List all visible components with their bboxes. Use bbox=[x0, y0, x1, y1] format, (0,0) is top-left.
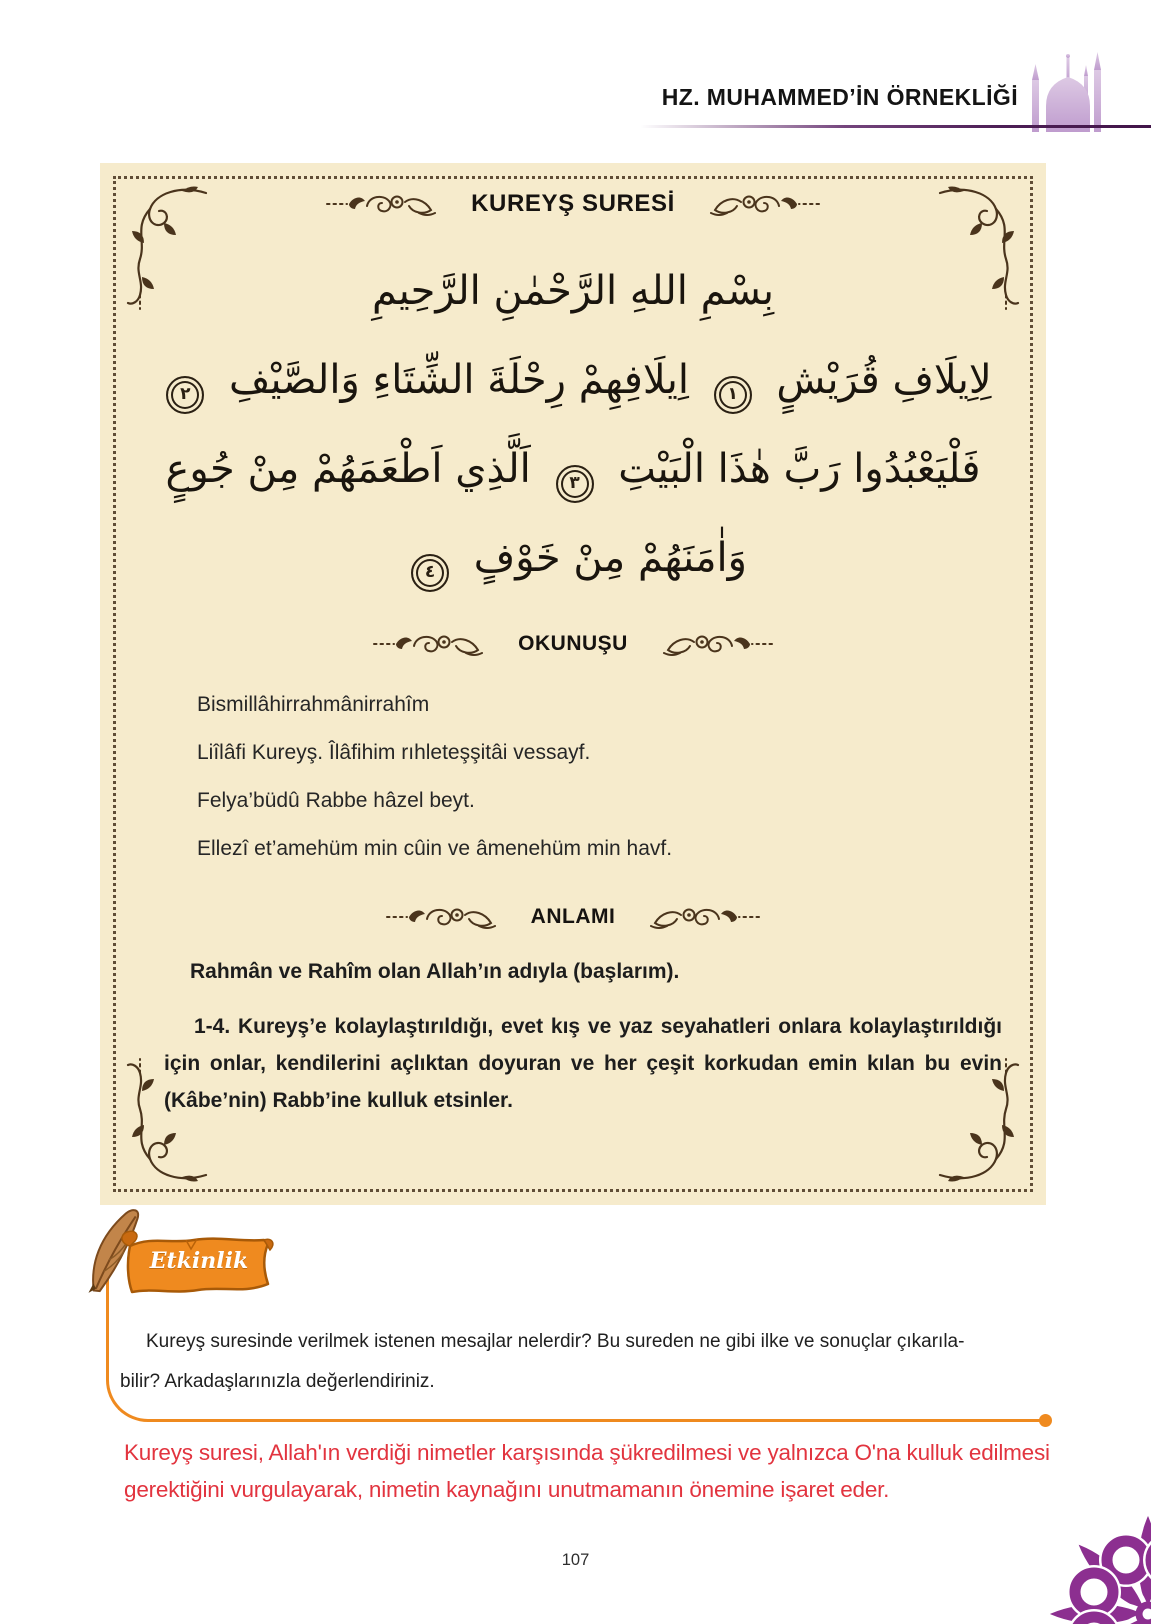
flourish-right-icon bbox=[709, 190, 821, 218]
okunusu-heading-row bbox=[100, 630, 1046, 658]
flourish-right-icon bbox=[662, 630, 774, 658]
arabic-verses bbox=[130, 247, 1016, 603]
transliteration-line: Bismillâhirrahmânirrahîm bbox=[197, 693, 430, 716]
transliteration-line: Ellezî et’amehüm min cûin ve âmenehüm min havf. bbox=[197, 837, 673, 860]
verse-number-marker: ١ bbox=[714, 376, 752, 414]
arabic-line: وَاٰمَنَهُمْ مِنْ خَوْفٍ ٤ bbox=[130, 514, 1016, 603]
page-number: 107 bbox=[561, 1551, 590, 1569]
verse-number-marker: ٢ bbox=[166, 376, 204, 414]
student-answer-line: Kureyş suresi, Allah'ın verdiği nimetler karşısında şükredilmesi ve yalnızca O'na kulluk edilmesi bbox=[124, 1440, 1050, 1465]
okunusu-heading: OKUNUŞU bbox=[518, 632, 628, 655]
frame-end-dot bbox=[1039, 1414, 1052, 1427]
surah-title: KUREYŞ SURESİ bbox=[471, 190, 675, 217]
surah-panel bbox=[100, 163, 1046, 1205]
transliteration-block bbox=[197, 694, 986, 886]
arabic-line: بِسْمِ اللهِ الرَّحْمٰنِ الرَّحِيمِ bbox=[371, 268, 775, 314]
surah-title-row bbox=[100, 190, 1046, 218]
arabic-line: فَلْيَعْبُدُوا رَبَّ هٰذَا الْبَيْتِ ٣ اَلَّذِي اَطْعَمَهُمْ مِنْ جُوعٍ bbox=[130, 425, 1016, 514]
flower-ornament bbox=[1000, 1462, 1151, 1624]
surah-meaning: 1-4. Kureyş’e kolaylaştırıldığı, evet kış ve yaz seyahatleri onlara kolaylaştırıldığı için onlar, kendilerini açlıktan doyuran ve her çeşit korkudan emin kılan bu evin (Kâbe’nin) Rabb’ine kulluk etsinler. bbox=[164, 1015, 1002, 1112]
anlami-heading-row bbox=[100, 903, 1046, 931]
header-divider bbox=[640, 125, 1151, 128]
flourish-left-icon bbox=[325, 190, 437, 218]
activity-question-line: bilir? Arkadaşlarınızla değerlendiriniz. bbox=[120, 1371, 435, 1392]
arabic-line: لِاِيلَافِ قُرَيْشٍ ١ اِيلَافِهِمْ رِحْلَةَ الشِّتَاءِ وَالصَّيْفِ ٢ bbox=[130, 336, 1016, 425]
transliteration-line: Felya’büdû Rabbe hâzel beyt. bbox=[197, 789, 475, 812]
mosque-icon bbox=[1026, 46, 1110, 132]
flourish-right-icon bbox=[649, 903, 761, 931]
verse-number-marker: ٤ bbox=[411, 554, 449, 592]
besmele-translation: Rahmân ve Rahîm olan Allah’ın adıyla (başlarım). bbox=[190, 960, 680, 983]
transliteration-line: Liîlâfi Kureyş. Îlâfihim rıhleteşşitâi vessayf. bbox=[197, 741, 591, 764]
activity-banner bbox=[116, 1226, 276, 1302]
student-answer-line: gerektiğini vurgulayarak, nimetin kaynağını unutmamanın önemine işaret eder. bbox=[124, 1477, 890, 1502]
activity-question-line: Kureyş suresinde verilmek istenen mesajlar nelerdir? Bu sureden ne gibi ilke ve sonuçlar çıkarıla- bbox=[146, 1331, 965, 1352]
flourish-left-icon bbox=[385, 903, 497, 931]
anlami-heading: ANLAMI bbox=[530, 905, 616, 928]
chapter-title: HZ. MUHAMMED’İN ÖRNEKLİĞİ bbox=[661, 84, 1018, 110]
activity-label: Etkinlik bbox=[149, 1248, 249, 1274]
flourish-left-icon bbox=[372, 630, 484, 658]
verse-number-marker: ٣ bbox=[556, 465, 594, 503]
